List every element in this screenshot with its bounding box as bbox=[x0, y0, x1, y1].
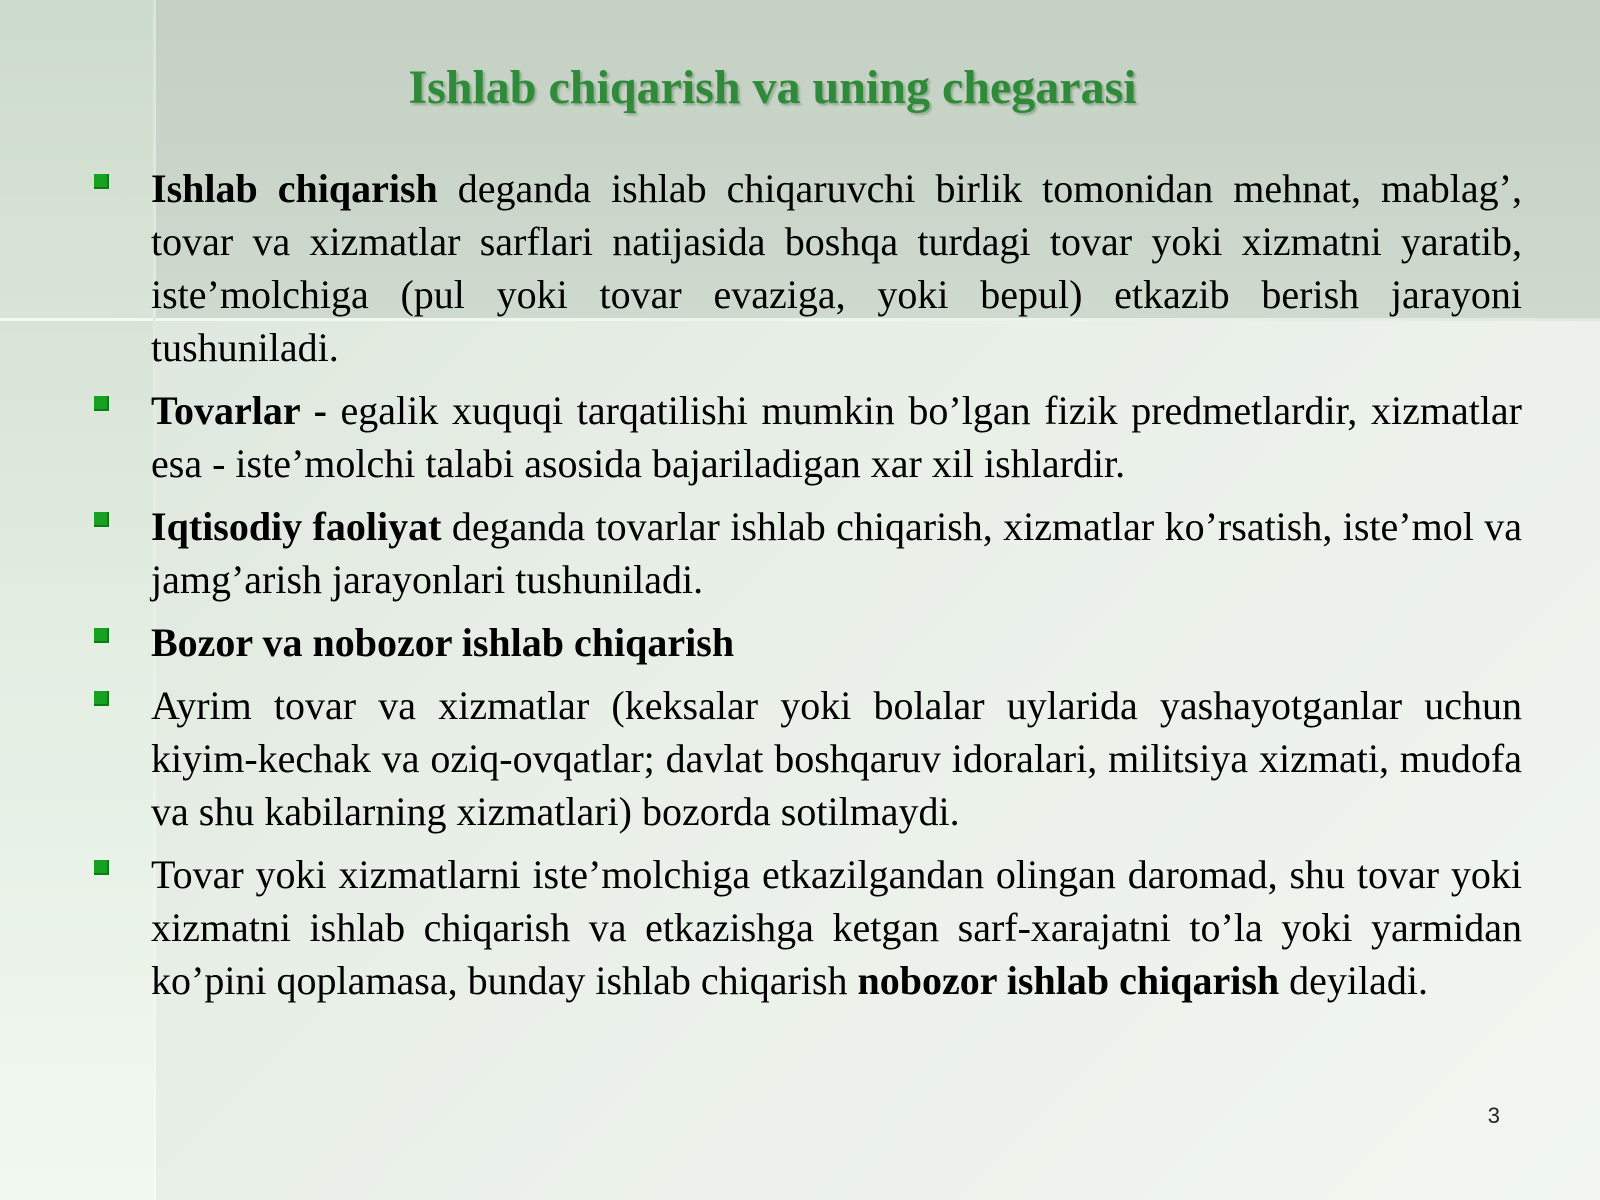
slide-title: Ishlab chiqarish va uning chegarasi bbox=[408, 61, 1137, 114]
item-text bbox=[151, 500, 1522, 606]
square-bullet-icon bbox=[94, 174, 109, 189]
item-term: Iqtisodiy faoliyat bbox=[151, 504, 442, 549]
square-bullet-icon bbox=[94, 628, 109, 643]
list-item bbox=[94, 679, 1522, 838]
list-item bbox=[94, 384, 1522, 490]
item-text bbox=[151, 384, 1522, 490]
list-item bbox=[94, 616, 1522, 669]
item-paragraph: Tovar yoki xizmatlarni iste’molchiga etkazilgandan olingan daromad, shu tovar yoki xizmatni ishlab chiqarish va etkazishga ketgan sarf-xarajatni to’la yoki yarmidan ko’pini qoplamasa, bunday ishlab chiqarish bbox=[151, 852, 1522, 1003]
item-text bbox=[151, 162, 1522, 374]
list-item bbox=[94, 162, 1522, 374]
item-text bbox=[151, 679, 1522, 838]
item-heading: Bozor va nobozor ishlab chiqarish bbox=[151, 620, 735, 665]
square-bullet-icon bbox=[94, 396, 109, 411]
item-term: Tovarlar - bbox=[151, 388, 327, 433]
item-term: nobozor ishlab chiqarish bbox=[857, 958, 1280, 1003]
bullet-list bbox=[94, 162, 1522, 1017]
item-text bbox=[151, 616, 1522, 669]
item-paragraph-end: deyiladi. bbox=[1279, 958, 1428, 1003]
item-paragraph: Ayrim tovar va xizmatlar (keksalar yoki bolalar uylarida yashayotganlar uchun kiyim-kechak va oziq-ovqatlar; davlat boshqaruv idoralari, militsiya xizmati, mudofa va shu kabilarning xizmatlari) bozorda sotilmaydi. bbox=[151, 683, 1522, 834]
item-definition: egalik xuquqi tarqatilishi mumkin bo’lgan fizik predmetlardir, xizmatlar esa - iste’molchi talabi asosida bajariladigan xar xil ishlardir. bbox=[151, 388, 1522, 486]
item-term: Ishlab chiqarish bbox=[151, 166, 438, 211]
item-text bbox=[151, 848, 1522, 1007]
square-bullet-icon bbox=[94, 512, 109, 527]
square-bullet-icon bbox=[94, 691, 109, 706]
square-bullet-icon bbox=[94, 860, 109, 875]
list-item bbox=[94, 848, 1522, 1007]
page-number: 3 bbox=[1487, 1103, 1500, 1128]
item-definition: deganda ishlab chiqaruvchi birlik tomonidan mehnat, mablag’, tovar va xizmatlar sarflari natijasida boshqa turdagi tovar yoki xizmatni yaratib, iste’molchiga (pul yoki tovar evaziga, yoki bepul) etkazib berish jarayoni tushuniladi. bbox=[151, 166, 1522, 370]
list-item bbox=[94, 500, 1522, 606]
item-definition: deganda tovarlar ishlab chiqarish, xizmatlar ko’rsatish, iste’mol va jamg’arish jarayonlari tushuniladi. bbox=[151, 504, 1522, 602]
